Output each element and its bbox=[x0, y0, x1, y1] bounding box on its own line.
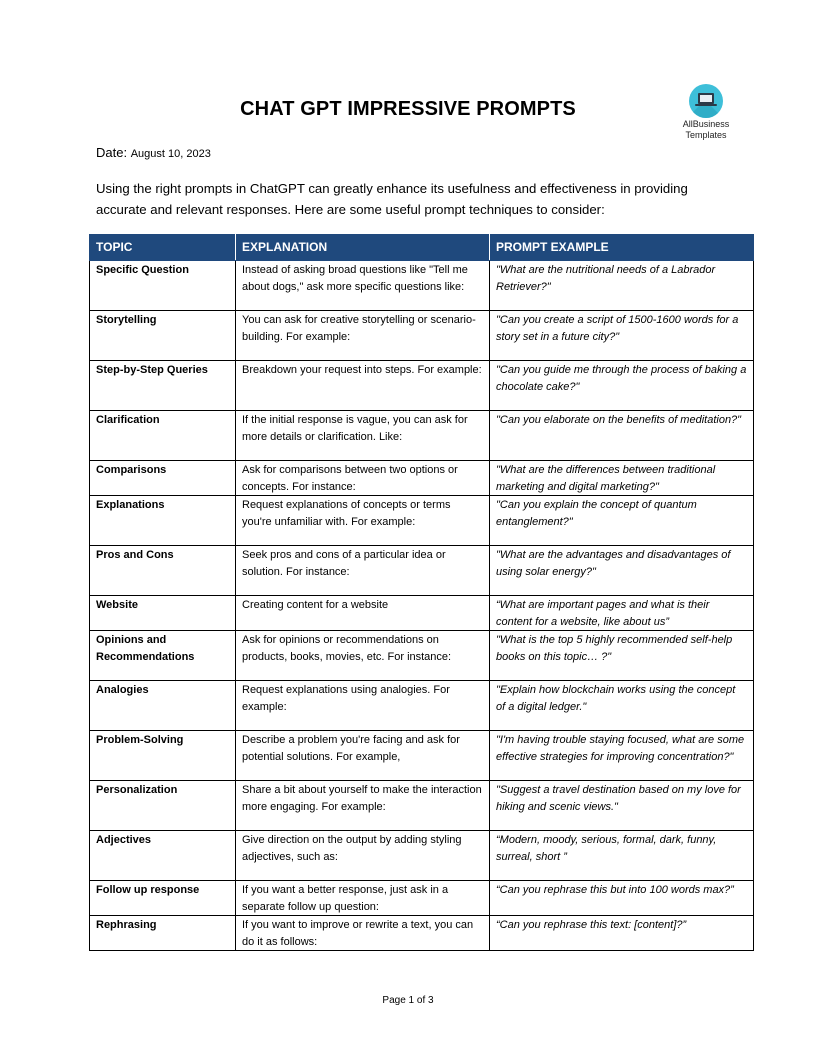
example-cell: "What are the differences between traditional marketing and digital marketing?" bbox=[490, 461, 754, 496]
header-topic: TOPIC bbox=[90, 235, 236, 261]
intro-paragraph: Using the right prompts in ChatGPT can greatly enhance its usefulness and effectiveness in providing accurate and relevant responses. Here are some useful prompt techniques to consider: bbox=[96, 181, 688, 217]
table-row bbox=[90, 596, 754, 631]
explanation-cell: Instead of asking broad questions like "Tell me about dogs," ask more specific questions like: bbox=[236, 261, 490, 311]
topic-cell: Adjectives bbox=[90, 831, 236, 881]
explanation-cell: Give direction on the output by adding styling adjectives, such as: bbox=[236, 831, 490, 881]
example-cell: “Modern, moody, serious, formal, dark, funny, surreal, short ” bbox=[490, 831, 754, 881]
example-cell: "Can you explain the concept of quantum entanglement?" bbox=[490, 496, 754, 546]
table-row bbox=[90, 831, 754, 881]
example-cell: "Can you create a script of 1500-1600 words for a story set in a future city?" bbox=[490, 311, 754, 361]
explanation-cell: Ask for opinions or recommendations on products, books, movies, etc. For instance: bbox=[236, 631, 490, 681]
example-cell: "Can you elaborate on the benefits of meditation?" bbox=[490, 411, 754, 461]
table-row bbox=[90, 881, 754, 916]
table-row bbox=[90, 461, 754, 496]
explanation-cell: Request explanations using analogies. For example: bbox=[236, 681, 490, 731]
table-row bbox=[90, 916, 754, 951]
topic-cell: Step-by-Step Queries bbox=[90, 361, 236, 411]
example-cell: "What are the advantages and disadvantages of using solar energy?" bbox=[490, 546, 754, 596]
table-row bbox=[90, 781, 754, 831]
topic-cell: Clarification bbox=[90, 411, 236, 461]
explanation-cell: Ask for comparisons between two options or concepts. For instance: bbox=[236, 461, 490, 496]
allbusiness-templates-logo bbox=[678, 84, 734, 140]
example-cell: “What are important pages and what is their content for a website, like about us” bbox=[490, 596, 754, 631]
topic-cell: Pros and Cons bbox=[90, 546, 236, 596]
topic-cell: Problem-Solving bbox=[90, 731, 236, 781]
date-value: August 10, 2023 bbox=[130, 148, 211, 160]
explanation-cell: If the initial response is vague, you can ask for more details or clarification. Like: bbox=[236, 411, 490, 461]
logo-text-line1: AllBusiness bbox=[682, 119, 730, 129]
explanation-cell: Seek pros and cons of a particular idea or solution. For instance: bbox=[236, 546, 490, 596]
explanation-cell: Creating content for a website bbox=[236, 596, 490, 631]
table-row bbox=[90, 731, 754, 781]
example-cell: "Suggest a travel destination based on my love for hiking and scenic views." bbox=[490, 781, 754, 831]
topic-cell: Rephrasing bbox=[90, 916, 236, 951]
example-cell: “Can you rephrase this text: [content]?” bbox=[490, 916, 754, 951]
topic-cell: Opinions and Recommendations bbox=[90, 631, 236, 681]
explanation-cell: If you want a better response, just ask in a separate follow up question: bbox=[236, 881, 490, 916]
topic-cell: Website bbox=[90, 596, 236, 631]
topic-cell: Comparisons bbox=[90, 461, 236, 496]
table-row bbox=[90, 681, 754, 731]
explanation-cell: If you want to improve or rewrite a text, you can do it as follows: bbox=[236, 916, 490, 951]
table-row bbox=[90, 631, 754, 681]
explanation-cell: Request explanations of concepts or terms you're unfamiliar with. For example: bbox=[236, 496, 490, 546]
example-cell: "What is the top 5 highly recommended self-help books on this topic… ?" bbox=[490, 631, 754, 681]
explanation-cell: You can ask for creative storytelling or scenario-building. For example: bbox=[236, 311, 490, 361]
explanation-cell: Breakdown your request into steps. For example: bbox=[236, 361, 490, 411]
table-row bbox=[90, 411, 754, 461]
table-row bbox=[90, 496, 754, 546]
topic-cell: Analogies bbox=[90, 681, 236, 731]
prompts-table bbox=[89, 234, 754, 951]
example-cell: "Can you guide me through the process of baking a chocolate cake?" bbox=[490, 361, 754, 411]
table-header-row bbox=[90, 235, 754, 261]
table-row bbox=[90, 311, 754, 361]
document-title: CHAT GPT IMPRESSIVE PROMPTS bbox=[240, 98, 576, 120]
header-prompt-example: PROMPT EXAMPLE bbox=[490, 235, 754, 261]
date-line bbox=[96, 145, 211, 160]
table-row bbox=[90, 361, 754, 411]
topic-cell: Storytelling bbox=[90, 311, 236, 361]
date-label: Date: bbox=[96, 145, 128, 160]
table-row bbox=[90, 261, 754, 311]
page-footer: Page 1 of 3 bbox=[382, 995, 434, 1006]
header-explanation: EXPLANATION bbox=[236, 235, 490, 261]
topic-cell: Follow up response bbox=[90, 881, 236, 916]
explanation-cell: Share a bit about yourself to make the interaction more engaging. For example: bbox=[236, 781, 490, 831]
topic-cell: Explanations bbox=[90, 496, 236, 546]
topic-cell: Personalization bbox=[90, 781, 236, 831]
example-cell: “Can you rephrase this but into 100 words max?” bbox=[490, 881, 754, 916]
example-cell: "Explain how blockchain works using the concept of a digital ledger." bbox=[490, 681, 754, 731]
logo-text-line2: Templates bbox=[685, 130, 727, 140]
example-cell: "I'm having trouble staying focused, what are some effective strategies for improving concentration?" bbox=[490, 731, 754, 781]
laptop-icon bbox=[689, 84, 723, 118]
explanation-cell: Describe a problem you're facing and ask for potential solutions. For example, bbox=[236, 731, 490, 781]
example-cell: "What are the nutritional needs of a Labrador Retriever?" bbox=[490, 261, 754, 311]
topic-cell: Specific Question bbox=[90, 261, 236, 311]
table-row bbox=[90, 546, 754, 596]
